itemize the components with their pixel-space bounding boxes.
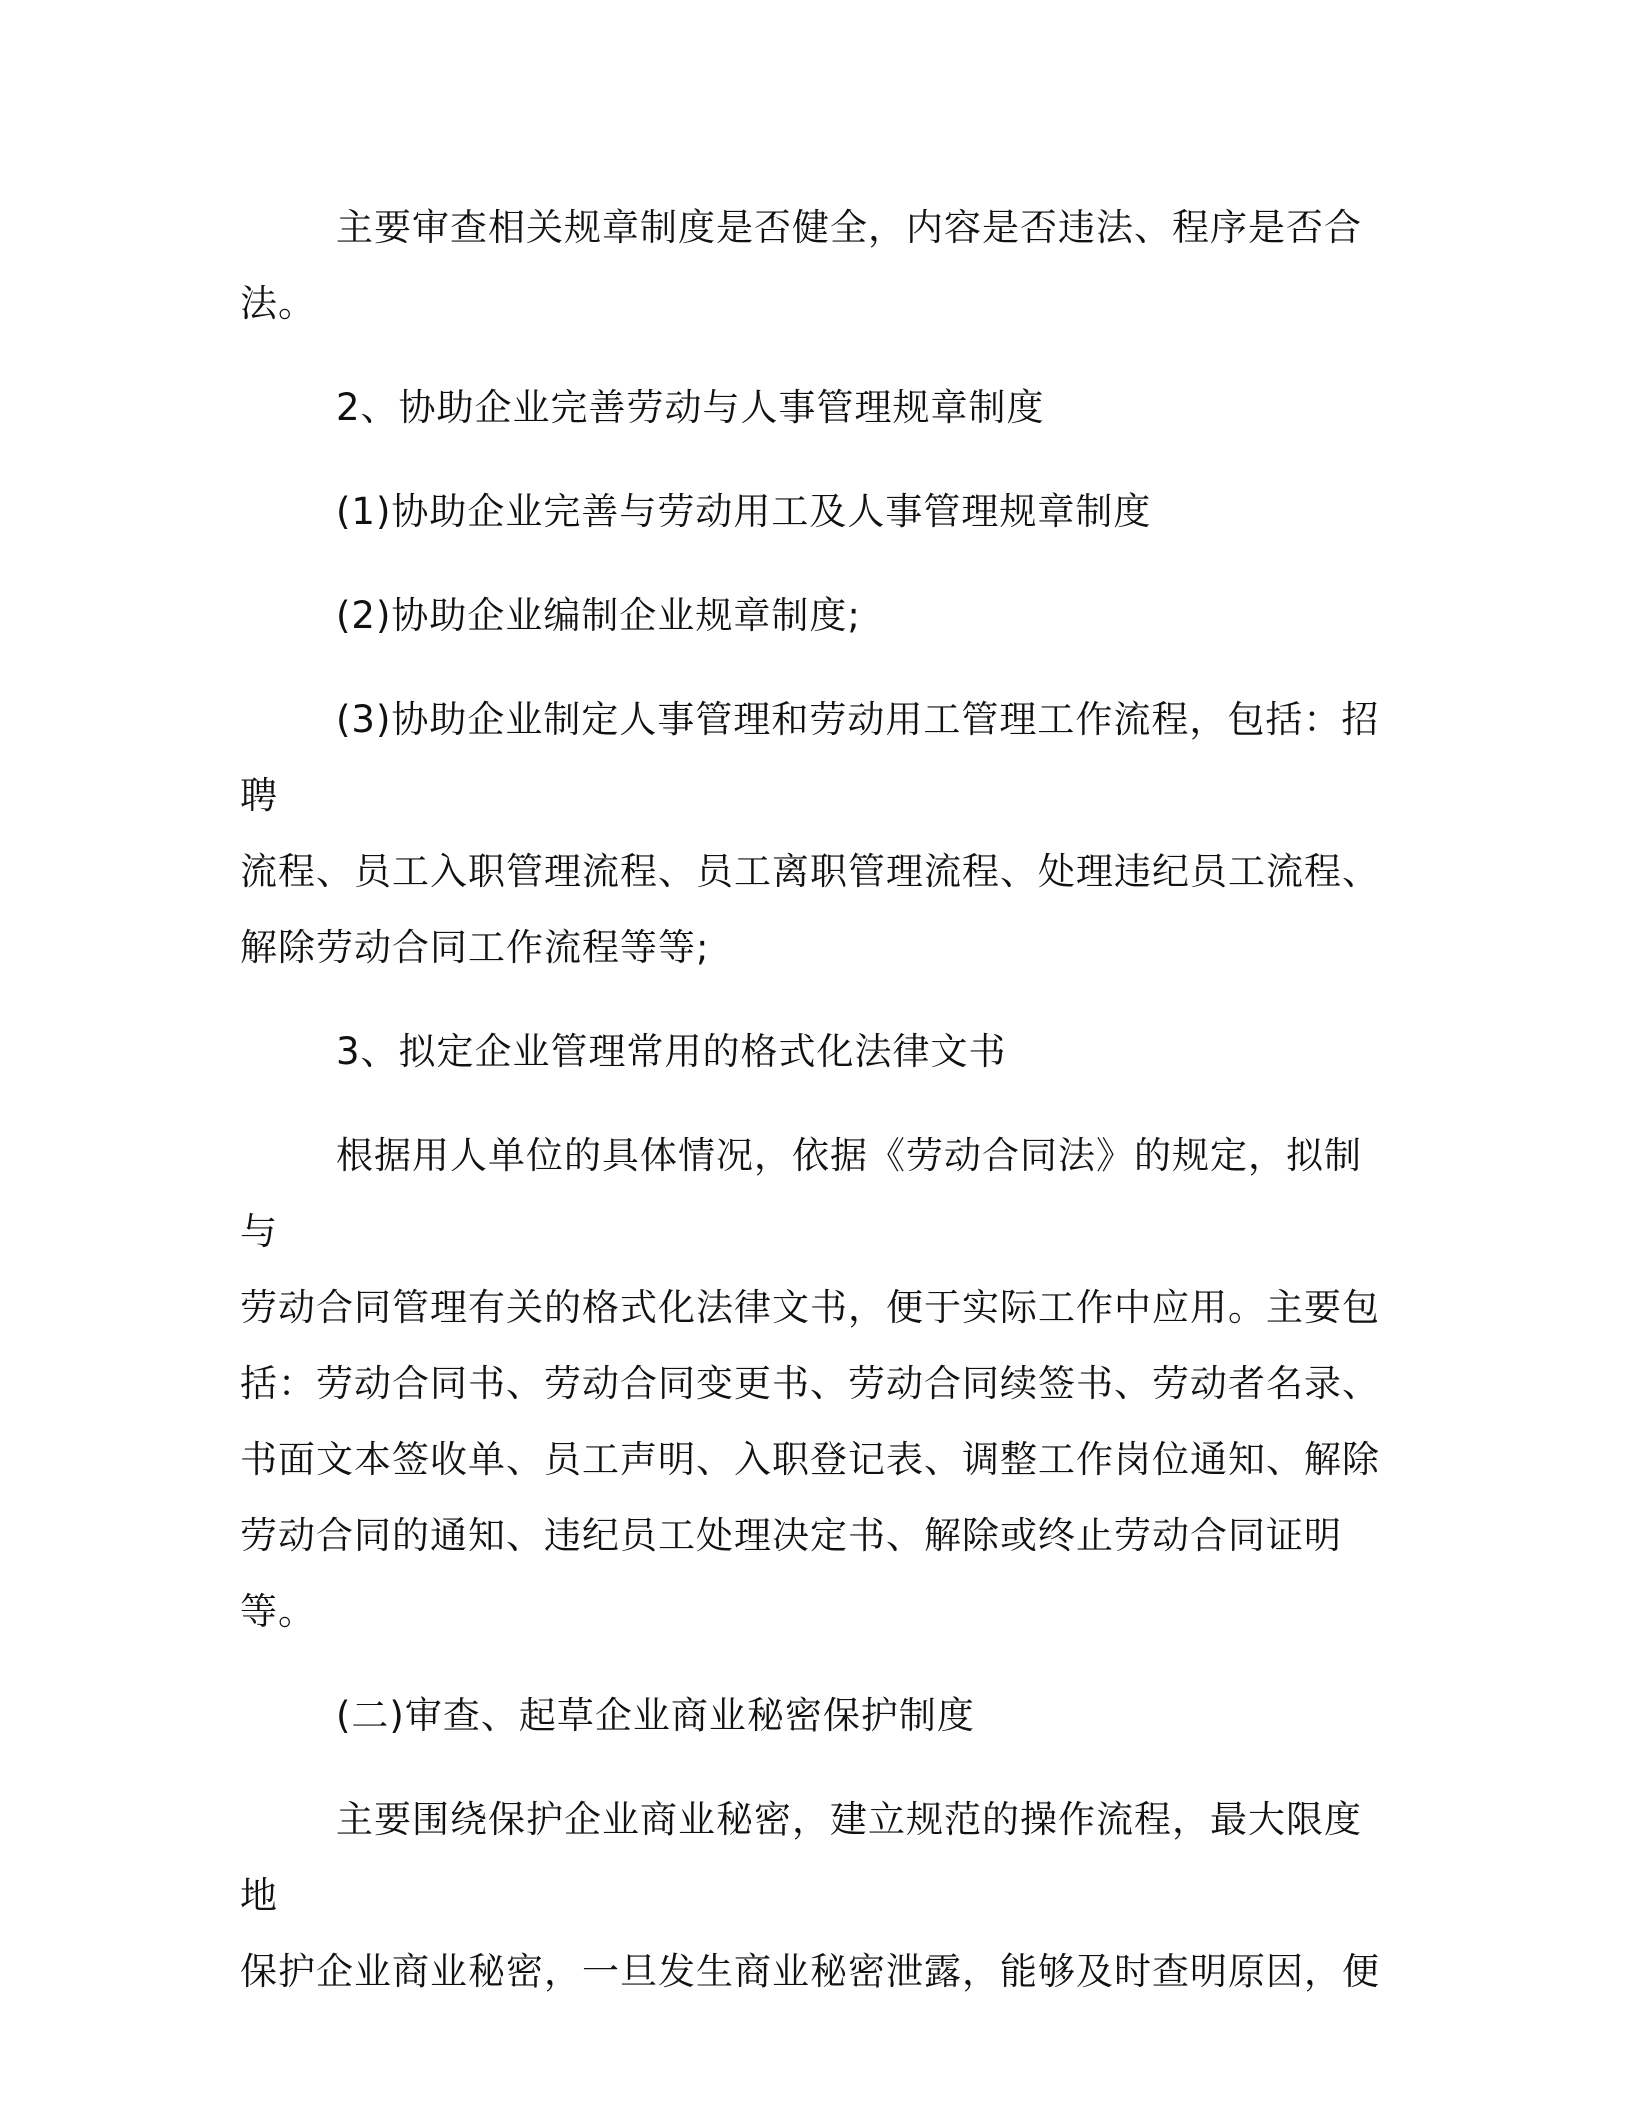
paragraph-trade-secrets <box>240 1782 1390 2010</box>
paragraph-line: 根据用人单位的具体情况，依据《劳动合同法》的规定，拟制与 <box>240 1134 1362 1253</box>
paragraph-line: 解除劳动合同工作流程等等; <box>240 926 710 969</box>
heading-trade-secrets <box>240 1678 1390 1754</box>
list-item-3 <box>240 682 1390 986</box>
paragraph-line: 3、拟定企业管理常用的格式化法律文书 <box>336 1030 1007 1073</box>
paragraph-line: 流程、员工入职管理流程、员工离职管理流程、处理违纪员工流程、 <box>240 850 1380 893</box>
paragraph-line: 括：劳动合同书、劳动合同变更书、劳动合同续签书、劳动者名录、 <box>240 1362 1380 1405</box>
paragraph-line: 等。 <box>240 1590 316 1633</box>
document-body <box>240 190 1390 2038</box>
paragraph-line: 主要围绕保护企业商业秘密，建立规范的操作流程，最大限度地 <box>240 1798 1362 1917</box>
list-item-2 <box>240 578 1390 654</box>
paragraph-line: 劳动合同的通知、违纪员工处理决定书、解除或终止劳动合同证明 <box>240 1514 1342 1557</box>
paragraph-legal-documents <box>240 1118 1390 1650</box>
paragraph-line: 书面文本签收单、员工声明、入职登记表、调整工作岗位通知、解除 <box>240 1438 1380 1481</box>
paragraph-line: 保护企业商业秘密，一旦发生商业秘密泄露，能够及时查明原因，便 <box>240 1950 1380 1993</box>
paragraph-line: (1)协助企业完善与劳动用工及人事管理规章制度 <box>336 490 1152 533</box>
heading-assist-rules <box>240 370 1390 446</box>
paragraph-line: 2、协助企业完善劳动与人事管理规章制度 <box>336 386 1045 429</box>
paragraph-line: (3)协助企业制定人事管理和劳动用工管理工作流程，包括：招聘 <box>240 698 1380 817</box>
list-item-1 <box>240 474 1390 550</box>
paragraph-line: (2)协助企业编制企业规章制度; <box>336 594 861 637</box>
paragraph-line: 劳动合同管理有关的格式化法律文书，便于实际工作中应用。主要包 <box>240 1286 1380 1329</box>
paragraph-line: (二)审查、起草企业商业秘密保护制度 <box>336 1694 975 1737</box>
paragraph-line: 法。 <box>240 282 316 325</box>
heading-legal-documents <box>240 1014 1390 1090</box>
paragraph-line: 主要审查相关规章制度是否健全，内容是否违法、程序是否合 <box>336 206 1362 249</box>
paragraph-review-rules <box>240 190 1390 342</box>
